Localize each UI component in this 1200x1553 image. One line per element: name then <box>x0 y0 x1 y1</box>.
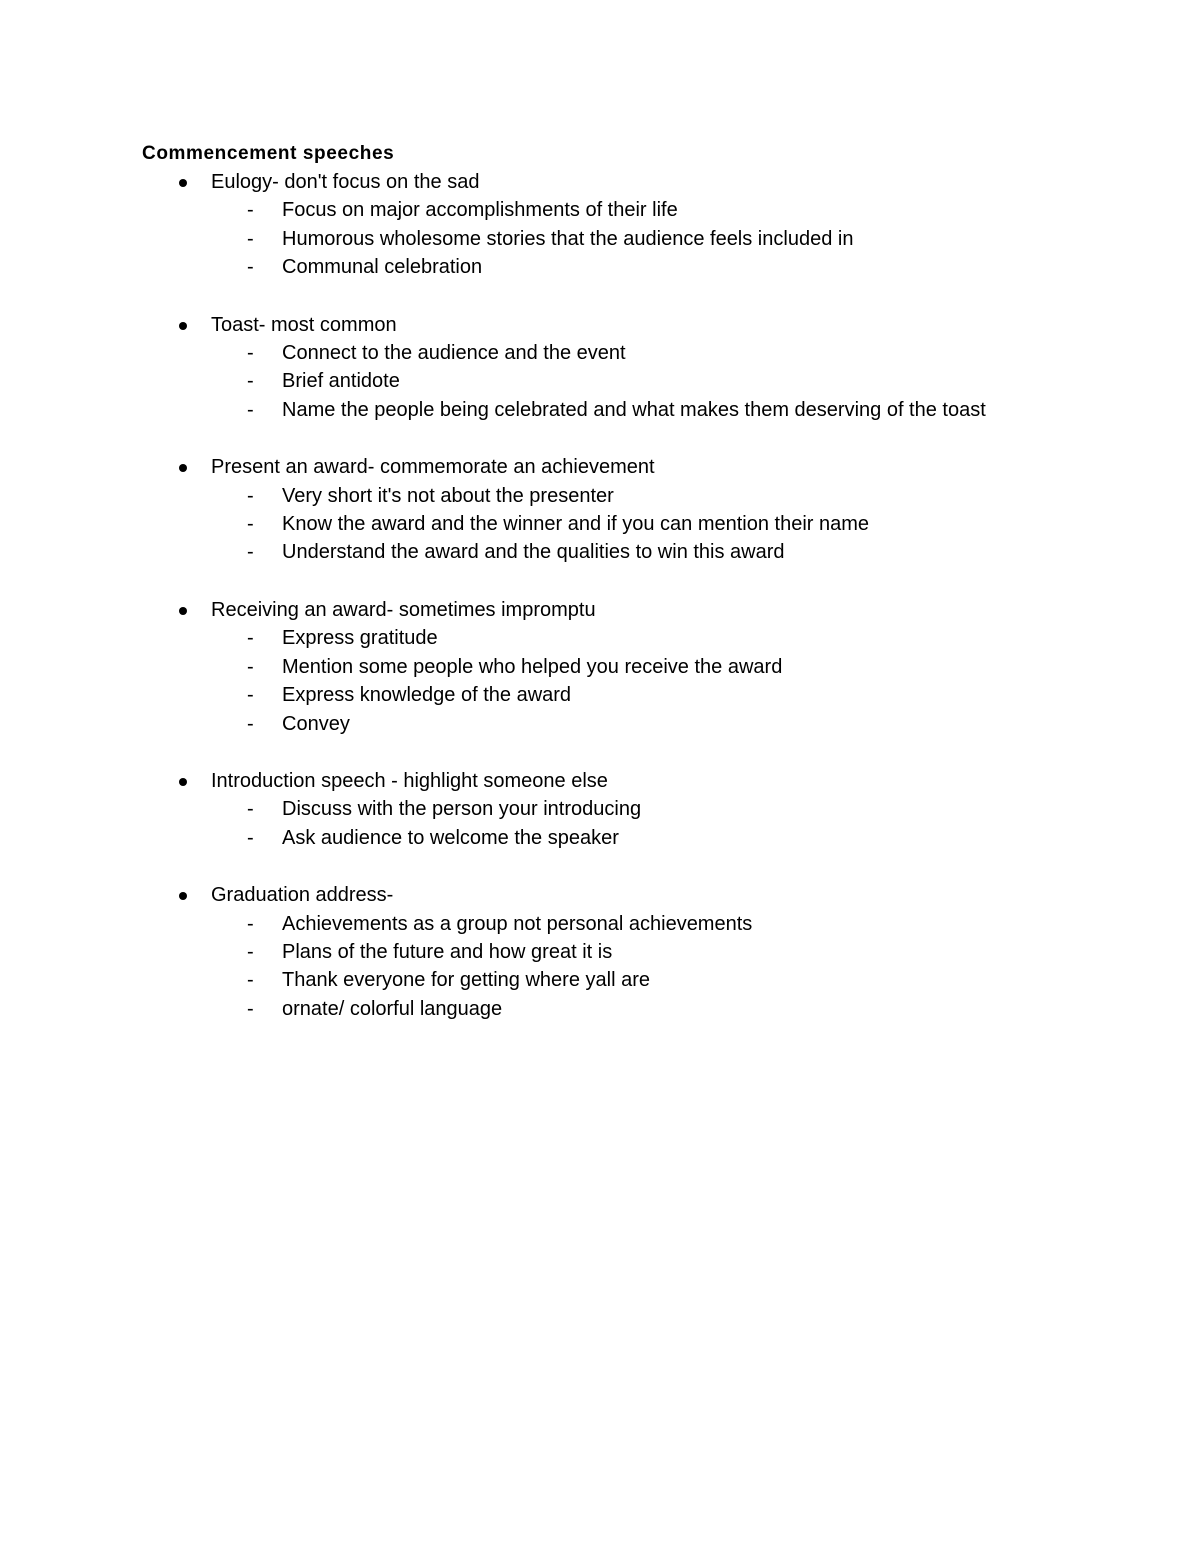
bullet-dot-icon <box>179 778 187 786</box>
sub-bullet-item <box>142 624 1122 652</box>
dash-bullet-icon: - <box>247 342 254 365</box>
bullet-dot-icon <box>179 322 187 330</box>
dash-bullet-icon: - <box>247 398 254 421</box>
dash-bullet-icon: - <box>247 484 254 507</box>
sub-bullet-text: Convey <box>282 712 350 735</box>
sub-bullet-item <box>142 966 1122 994</box>
dash-bullet-icon: - <box>247 712 254 735</box>
sub-bullet-text: Name the people being celebrated and what makes them deserving of the toast <box>282 398 986 421</box>
sub-bullet-text: Very short it's not about the presenter <box>282 484 614 507</box>
sub-bullet-text: Understand the award and the qualities to win this award <box>282 541 785 564</box>
sections-list <box>142 168 1122 1023</box>
bullet-item <box>142 453 1122 481</box>
list-section <box>142 767 1122 852</box>
sub-bullet-item <box>142 995 1122 1023</box>
dash-bullet-icon: - <box>247 256 254 279</box>
sub-bullet-item <box>142 681 1122 709</box>
sub-bullet-text: Discuss with the person your introducing <box>282 798 642 821</box>
sub-bullet-text: Brief antidote <box>282 370 400 393</box>
dash-bullet-icon: - <box>247 940 254 963</box>
dash-bullet-icon: - <box>247 997 254 1020</box>
list-section <box>142 311 1122 425</box>
sub-bullet-text: Ask audience to welcome the speaker <box>282 826 619 849</box>
sub-bullet-item <box>142 510 1122 538</box>
dash-bullet-icon: - <box>247 684 254 707</box>
document-body <box>142 140 1122 1052</box>
sub-bullet-text: Thank everyone for getting where yall are <box>282 969 650 992</box>
dash-bullet-icon: - <box>247 798 254 821</box>
bullet-text: Graduation address- <box>211 884 394 907</box>
sub-bullet-text: Connect to the audience and the event <box>282 342 626 365</box>
dash-bullet-icon: - <box>247 826 254 849</box>
sub-bullet-text: Communal celebration <box>282 256 483 279</box>
sub-bullet-item <box>142 253 1122 281</box>
dash-bullet-icon: - <box>247 655 254 678</box>
sub-bullet-text: Express knowledge of the award <box>282 684 572 707</box>
sub-bullet-item <box>142 538 1122 566</box>
bullet-text: Toast- most common <box>211 313 397 336</box>
sub-bullet-item <box>142 795 1122 823</box>
bullet-item <box>142 311 1122 339</box>
sub-bullet-text: Express gratitude <box>282 627 438 650</box>
sub-bullet-item <box>142 396 1122 424</box>
sub-bullet-item <box>142 196 1122 224</box>
sub-bullet-item <box>142 824 1122 852</box>
bullet-item <box>142 596 1122 624</box>
dash-bullet-icon: - <box>247 969 254 992</box>
sub-bullet-text: Plans of the future and how great it is <box>282 940 613 963</box>
sub-bullet-item <box>142 225 1122 253</box>
sub-bullet-text: Focus on major accomplishments of their life <box>282 199 678 222</box>
bullet-text: Receiving an award- sometimes impromptu <box>211 598 596 621</box>
sub-bullet-item <box>142 482 1122 510</box>
sub-bullet-item <box>142 710 1122 738</box>
sub-bullet-text: Humorous wholesome stories that the audience feels included in <box>282 227 854 250</box>
bullet-dot-icon <box>179 892 187 900</box>
dash-bullet-icon: - <box>247 227 254 250</box>
dash-bullet-icon: - <box>247 912 254 935</box>
dash-bullet-icon: - <box>247 370 254 393</box>
list-section <box>142 881 1122 1023</box>
sub-bullet-text: Achievements as a group not personal achievements <box>282 912 753 935</box>
bullet-dot-icon <box>179 464 187 472</box>
bullet-dot-icon <box>179 607 187 615</box>
list-section <box>142 168 1122 282</box>
sub-bullet-item <box>142 910 1122 938</box>
sub-bullet-item <box>142 653 1122 681</box>
sub-bullet-item <box>142 339 1122 367</box>
bullet-text: Eulogy- don't focus on the sad <box>211 171 480 193</box>
sub-bullet-item <box>142 367 1122 395</box>
dash-bullet-icon: - <box>247 541 254 564</box>
bullet-item <box>142 881 1122 909</box>
document-title: Commencement speeches <box>142 143 395 164</box>
list-section <box>142 596 1122 738</box>
dash-bullet-icon: - <box>247 199 254 222</box>
bullet-text: Present an award- commemorate an achievement <box>211 456 655 479</box>
bullet-dot-icon <box>179 179 187 187</box>
dash-bullet-icon: - <box>247 513 254 536</box>
bullet-item <box>142 767 1122 795</box>
sub-bullet-text: Know the award and the winner and if you can mention their name <box>282 513 870 536</box>
bullet-text: Introduction speech - highlight someone else <box>211 769 608 792</box>
sub-bullet-item <box>142 938 1122 966</box>
sub-bullet-text: Mention some people who helped you receive the award <box>282 655 783 678</box>
bullet-item <box>142 168 1122 196</box>
sub-bullet-text: ornate/ colorful language <box>282 997 503 1020</box>
dash-bullet-icon: - <box>247 627 254 650</box>
list-section <box>142 453 1122 567</box>
